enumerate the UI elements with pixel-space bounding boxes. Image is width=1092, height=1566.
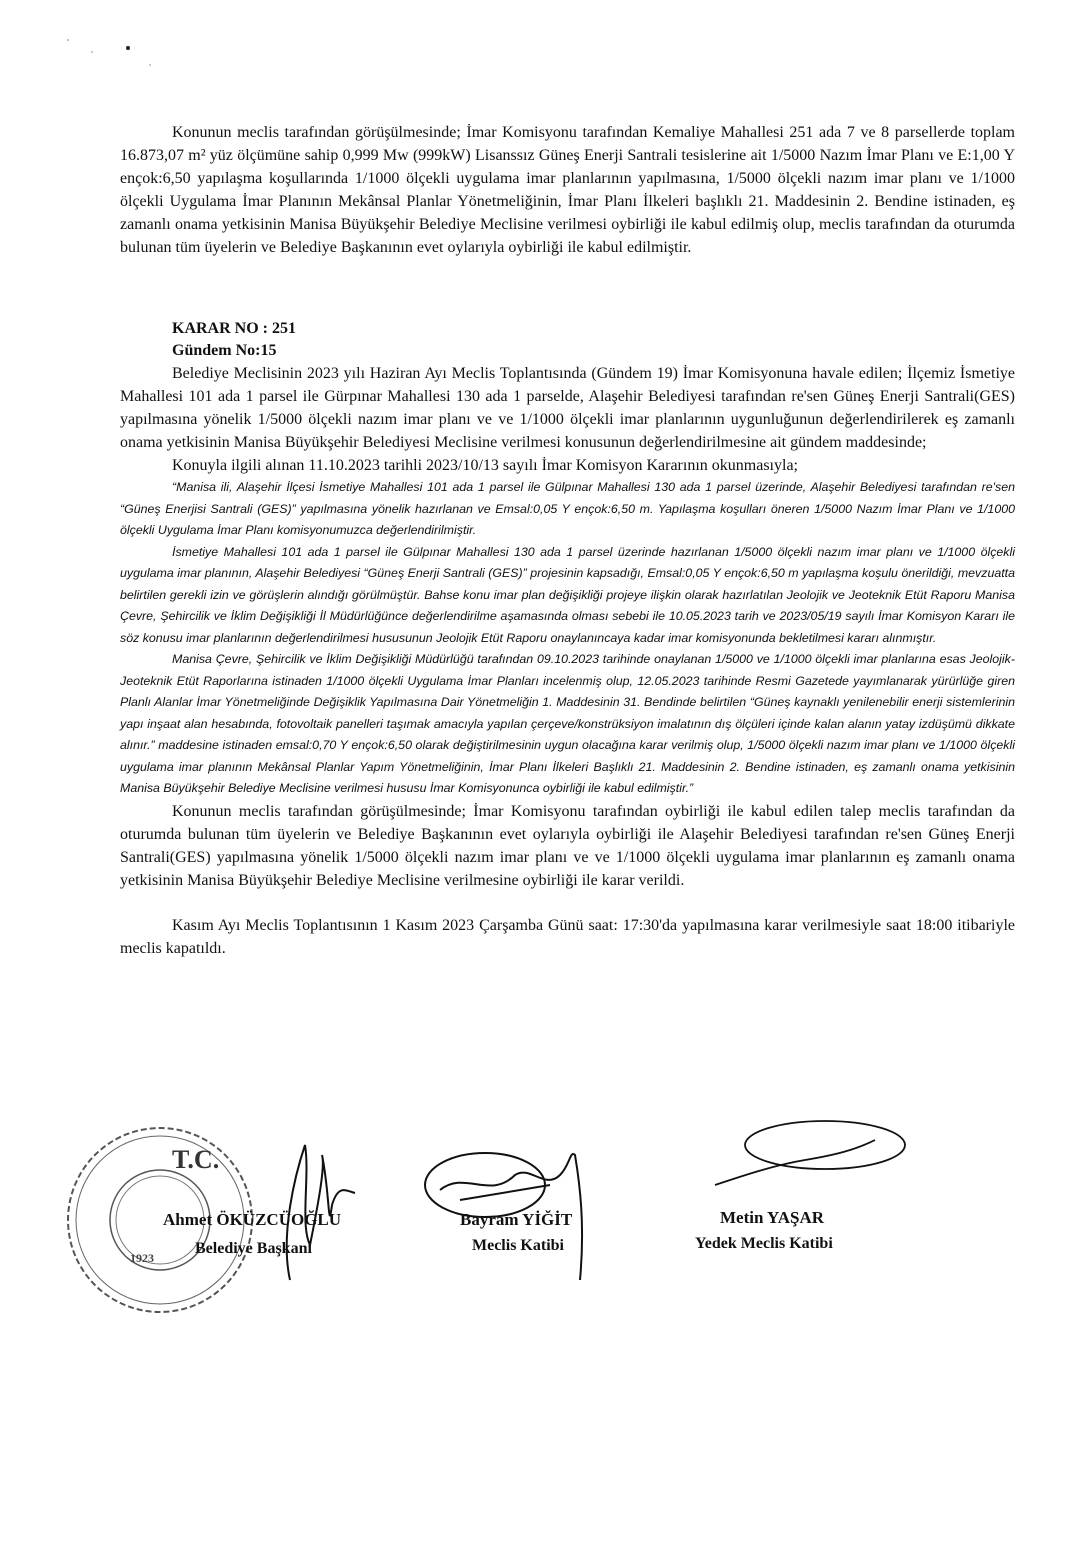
- commission-quote-3: Manisa Çevre, Şehircilik ve İklim Değişikliği Müdürlüğü tarafından 09.10.2023 tarihinde onaylanan 1/5000 ve 1/1000 ölçekli imar planlarına esas Jeolojik-Jeoteknik Etüt Raporlarına istinaden 1/1000 ölçekli Uygulama İmar Planları incelenmiş olup, 12.05.2023 tarihinde Resmi Gazetede yayımlanarak yürürlüğe giren Planlı Alanlar İmar Yönetmeliğinde Değişiklik Yapılmasına Dair Yönetmeliğin 1. Maddesinin 31. Bendinde belirtilen “Güneş kaynaklı yenilenebilir enerji sistemlerinin yapı inşaat alan hesabında, fotovoltaik panelleri taşımak amacıyla yapılan çerçeve/konstrüksiyon imalatının dış ölçüleri içinde kalan alanın yatay izdüşümü dikkate alınır.” maddesine istinaden emsal:0,70 Y ençok:6,50 olarak değiştirilmesinin uygun olacağına karar verilmiş olup, 1/5000 ölçekli nazım imar planı ve 1/1000 ölçekli uygulama imar planının Mekânsal Planlar Yapım Yönetmeliğinin, İmar Planı İlkeleri Başlıklı 21. Maddesinin 2. Bendine istinaden, eş zamanlı onama yetkisinin Manisa Büyükşehir Belediye Meclisine verilmesi hususu İmar Komisyonunca oybirliği ile kabul edilmiştir.”: [120, 652, 1015, 795]
- agenda-paragraph: Belediye Meclisinin 2023 yılı Haziran Ayı Meclis Toplantısında (Gündem 19) İmar Komisyonuna havale edilen; İlçemiz İsmetiye Mahallesi 101 ada 1 parsel ile Gürpınar Mahallesi 130 ada 1 parselde, Alaşehir Belediyesi tarafından re'sen Güneş Enerji Santrali(GES) yapılmasına yönelik 1/5000 ölçekli nazım imar planı ve ve 1/1000 ölçekli imar planlarının uygunluğunun değerlendirilerek eş zamanlı onama yetkisinin Manisa Büyükşehir Belediyesi Meclisine verilmesi konusunun değerlendirilmesine ait gündem maddesinde;: [120, 365, 1015, 451]
- resolution-paragraph: Konunun meclis tarafından görüşülmesinde; İmar Komisyonu tarafından oybirliği ile kabul edilen talep meclis tarafından da oturumda bulunan tüm üyelerin ve Belediye Başkanının evet oylarıyla oybirliği ile Alaşehir Belediyesi tarafından re'sen Güneş Enerji Santrali(GES) yapılmasına yönelik 1/5000 ölçekli nazım imar planı ve ve 1/1000 ölçekli uygulama imar planlarının eş zamanlı onama yetkisinin Manisa Büyükşehir Belediye Meclisine verilmesine oybirliği ile karar verildi.: [120, 802, 1015, 889]
- seal-year: 1923: [130, 1251, 154, 1265]
- clerk-title: Meclis Katibi: [472, 1237, 564, 1254]
- decision-number: KARAR NO : 251: [172, 320, 296, 337]
- seal-top-text: T.C.: [172, 1145, 220, 1174]
- alternate-clerk-title: Yedek Meclis Katibi: [695, 1235, 833, 1252]
- closing-paragraph: Kasım Ayı Meclis Toplantısının 1 Kasım 2023 Çarşamba Günü saat: 17:30'da yapılmasına karar verilmesiyle saat 18:00 itibariyle meclis kapatıldı.: [120, 916, 1015, 957]
- alternate-clerk-signature: [705, 1110, 905, 1190]
- intro-paragraph: Konunun meclis tarafından görüşülmesinde; İmar Komisyonu tarafından Kemaliye Mahallesi 251 ada 7 ve 8 parsellerde toplam 16.873,07 m² yüz ölçümüne sahip 0,999 Mw (999kW) Lisanssız Güneş Enerji Santrali tesislerine ait 1/5000 Nazım İmar Planı ve E:1,00 Y ençok:6,50 yapılaşma koşullarında 1/1000 ölçekli uygulama imar planlarının yapılmasına, 1/5000 ölçekli nazım imar planı ve 1/1000 ölçekli Uygulama İmar Planının Mekânsal Planlar Yönetmeliğinin, İmar Planı İlkeleri başlıklı 21. Maddesinin 2. Bendine istinaden, eş zamanlı onama yetkisinin Manisa Büyükşehir Belediye Meclisine verilmesi oybirliği ile kabul edilmiş olup, meclis tarafından da oturumda bulunan tüm üyelerin ve Belediye Başkanının evet oylarıyla oybirliği ile kabul edilmiştir.: [120, 124, 1015, 256]
- mayor-title: Belediye Başkanı: [195, 1240, 312, 1257]
- scan-artifacts: [60, 30, 170, 80]
- commission-quote-1: “Manisa ili, Alaşehir İlçesi İsmetiye Mahallesi 101 ada 1 parsel ile Gülpınar Mahallesi 130 ada 1 parsel üzerinde, Alaşehir Belediyesi tarafından re'sen “Güneş Enerjisi Santrali (GES)” yapılmasına yönelik hazırlanan ve Emsal:0,05 Y ençok:6,50 m. Yapılaşma koşulları öneren 1/5000 Nazım İmar Planı ve 1/1000 ölçekli Uygulama İmar Planı komisyonumuzca değerlendirilmiştir.: [120, 480, 1015, 537]
- intro-section: [120, 121, 1015, 259]
- agenda-number: Gündem No:15: [172, 342, 277, 359]
- clerk-name: Bayram YİĞİT: [460, 1210, 573, 1229]
- mayor-name: Ahmet ÖKÜZCÜOĞLU: [163, 1210, 342, 1229]
- paragraph-gap: [120, 892, 1015, 914]
- decision-section: [120, 318, 1015, 960]
- alternate-clerk-name: Metin YAŞAR: [720, 1208, 825, 1227]
- scan-dots: [60, 30, 170, 80]
- commission-quote-2: İsmetiye Mahallesi 101 ada 1 parsel ile Gülpınar Mahallesi 130 ada 1 parsel üzerinde hazırlanan 1/5000 ölçekli nazım imar planı ve 1/1000 ölçekli uygulama imar planının, Alaşehir Belediyesi “Güneş Enerji Santrali (GES)” projesinin kapsadığı, Emsal:0,05 Y ençok:6,50 m yapılaşma koşulu önerildiği, mevzuatta belirtilen gerekli izin ve görüşlerin alındığı görülmüştür. Bahse konu imar plan değişikliği projeye ilişkin olarak hazırlatılan Jeolojik ve Jeoteknik Etüt Raporu Manisa Çevre, Şehircilik ve İklim Değişikliği İl Müdürlüğünce değerlendirilme aşamasında olması sebebi ile 10.05.2023 tarih ve 2023/05/19 sayılı İmar Komisyon Kararı ile söz konusu imar planlarının değerlendirilmesi hususunun Jeolojik Etüt Raporu onaylanıncaya kadar imar komisyonunda bekletilmesi kararı alınmıştır.: [120, 544, 1015, 645]
- commission-intro-paragraph: Konuyla ilgili alınan 11.10.2023 tarihli 2023/10/13 sayılı İmar Komisyon Kararının okunmasıyla;: [172, 457, 798, 474]
